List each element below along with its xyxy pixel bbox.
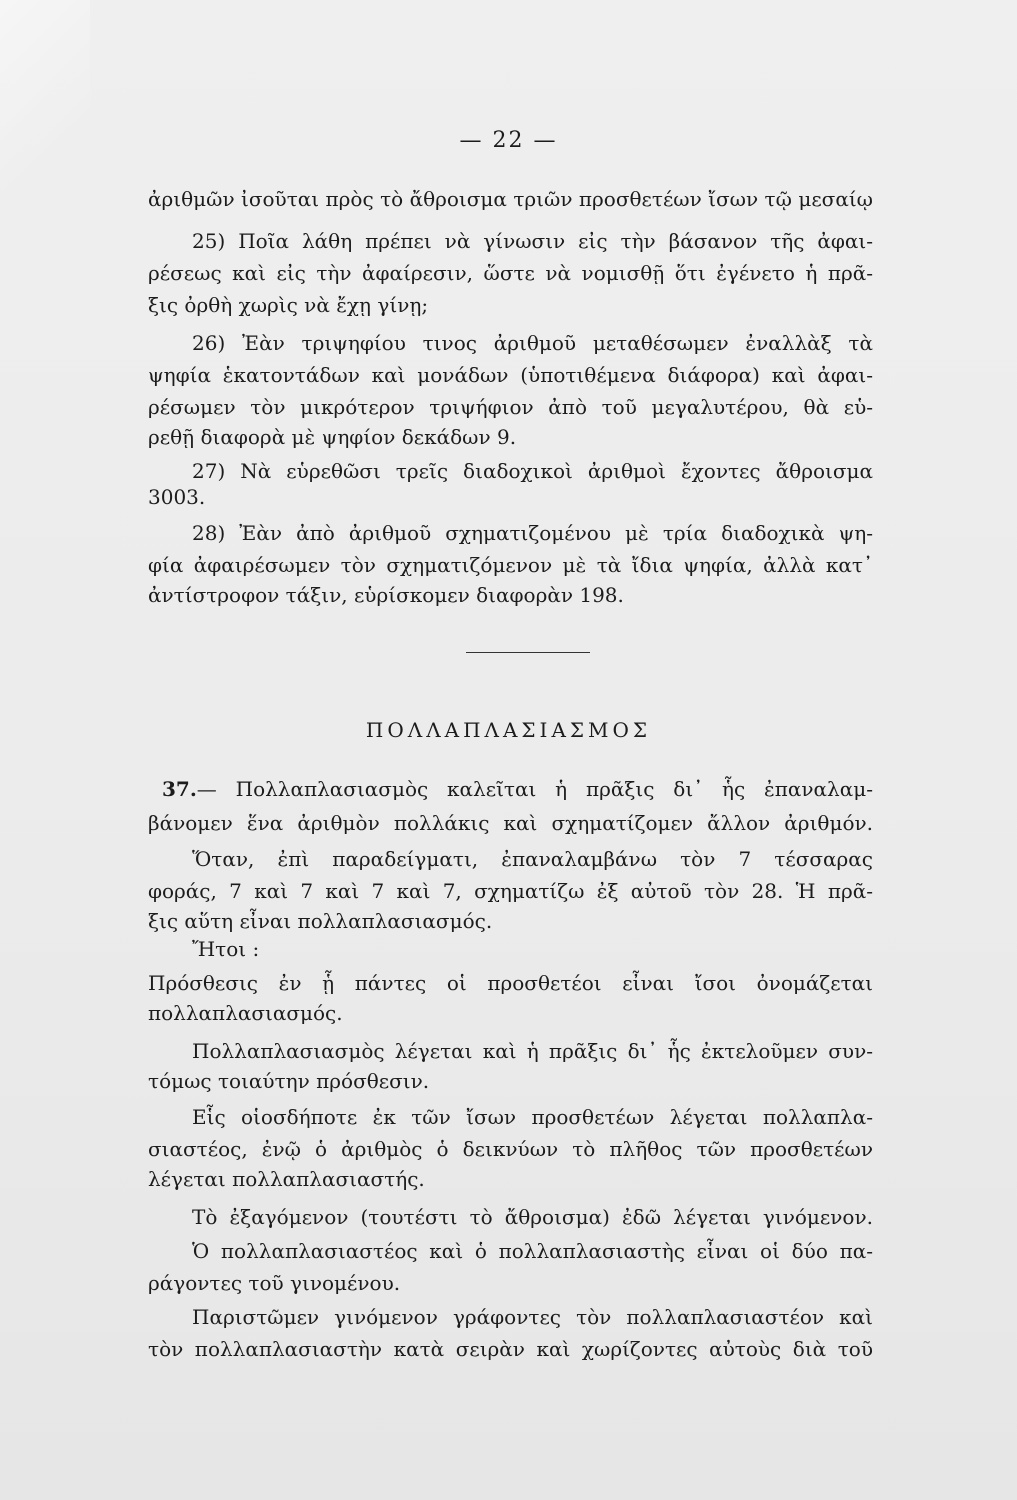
text-line: ξις ὀρθὴ χωρὶς νὰ ἔχῃ γίνῃ; [148,293,429,317]
text-line: Πολλαπλασιασμὸς λέγεται καὶ ἡ πρᾶξις δι᾽ ἧς ἐκτελοῦμεν συν- [192,1039,873,1063]
text-line: ρέσωμεν τὸν μικρότερον τριψήφιον ἀπὸ τοῦ μεγαλυτέρου, θὰ εὑ- [148,395,873,419]
paragraph-37 [148,776,873,802]
text-line: ἀριθμῶν ἰσοῦται πρὸς τὸ ἄθροισμα τριῶν προσθετέων ἴσων τῷ μεσαίῳ [148,187,873,211]
text-line: ἀντίστροφον τάξιν, εὑρίσκομεν διαφορὰν 198. [148,583,624,607]
text-line: Τὸ ἐξαγόμενον (τουτέστι τὸ ἄθροισμα) ἐδῶ λέγεται γινόμενον. [192,1205,873,1229]
text-line: Παριστῶμεν γινόμενον γράφοντες τὸν πολλαπλασιαστέον καὶ [192,1305,873,1329]
exercise-27: 27) Νὰ εὑρεθῶσι τρεῖς διαδοχικοὶ ἀριθμοὶ ἔχοντες ἄθροισμα [192,459,873,483]
exercise-25: 25) Ποῖα λάθη πρέπει νὰ γίνωσιν εἰς τὴν βάσανον τῆς ἀφαι- [192,229,873,253]
section-title: ΠΟΛΛΑΠΛΑΣΙΑΣΜΟΣ [365,718,652,742]
paragraph-number: 37. [162,777,197,801]
text-line: Ὅταν, ἐπὶ παραδείγματι, ἐπαναλαμβάνω τὸν 7 τέσσαρας [192,847,873,871]
text-line: ρεθῇ διαφορὰ μὲ ψηφίον δεκάδων 9. [148,425,517,449]
text-line: ράγοντες τοῦ γινομένου. [148,1271,401,1295]
text-line: ξις αὕτη εἶναι πολλαπλασιασμός. [148,909,493,933]
text-line: τὸν πολλαπλασιαστὴν κατὰ σειρὰν καὶ χωρίζοντες αὐτοὺς διὰ τοῦ [148,1337,873,1361]
text-line: πολλαπλασιασμός. [148,1001,343,1025]
text-line: σιαστέος, ἐνῷ ὁ ἀριθμὸς ὁ δεικνύων τὸ πλῆθος τῶν προσθετέων [148,1137,873,1161]
text-line: βάνομεν ἕνα ἀριθμὸν πολλάκις καὶ σχηματίζομεν ἄλλον ἀριθμόν. [148,811,873,835]
text-line: φία ἀφαιρέσωμεν τὸν σχηματιζόμενον μὲ τὰ ἴδια ψηφία, ἀλλὰ κατ᾽ [148,553,873,577]
text-line: Ὁ πολλαπλασιαστέος καὶ ὁ πολλαπλασιαστὴς εἶναι οἱ δύο πα- [192,1239,873,1263]
text-line: Πρόσθεσις ἐν ᾗ πάντες οἱ προσθετέοι εἶναι ἴσοι ὀνομάζεται [148,971,873,995]
page-number: — 22 — [459,128,558,153]
section-divider [466,652,590,653]
text-line: ρέσεως καὶ εἰς τὴν ἀφαίρεσιν, ὥστε νὰ νομισθῇ ὅτι ἐγένετο ἡ πρᾶ- [148,261,873,285]
text-line: τόμως τοιαύτην πρόσθεσιν. [148,1069,430,1093]
text-line: Ἤτοι : [192,937,260,961]
text-line: 3003. [148,485,206,509]
exercise-28: 28) Ἐὰν ἀπὸ ἀριθμοῦ σχηματιζομένου μὲ τρία διαδοχικὰ ψη- [192,521,873,545]
text-line: λέγεται πολλαπλασιαστής. [148,1167,425,1191]
exercise-26: 26) Ἐὰν τριψηφίου τινος ἀριθμοῦ μεταθέσωμεν ἐναλλὰξ τὰ [192,331,873,355]
paragraph-37-text: — Πολλαπλασιασμὸς καλεῖται ἡ πρᾶξις δι᾽ ἧς ἐπαναλαμ- [196,777,873,801]
text-line: Εἷς οἱοσδήποτε ἐκ τῶν ἴσων προσθετέων λέγεται πολλαπλα- [192,1105,873,1129]
text-line: φοράς, 7 καὶ 7 καὶ 7 καὶ 7, σχηματίζω ἐξ αὐτοῦ τὸν 28. Ἡ πρᾶ- [148,879,873,903]
text-line: ψηφία ἑκατοντάδων καὶ μονάδων (ὑποτιθέμενα διάφορα) καὶ ἀφαι- [148,363,873,387]
